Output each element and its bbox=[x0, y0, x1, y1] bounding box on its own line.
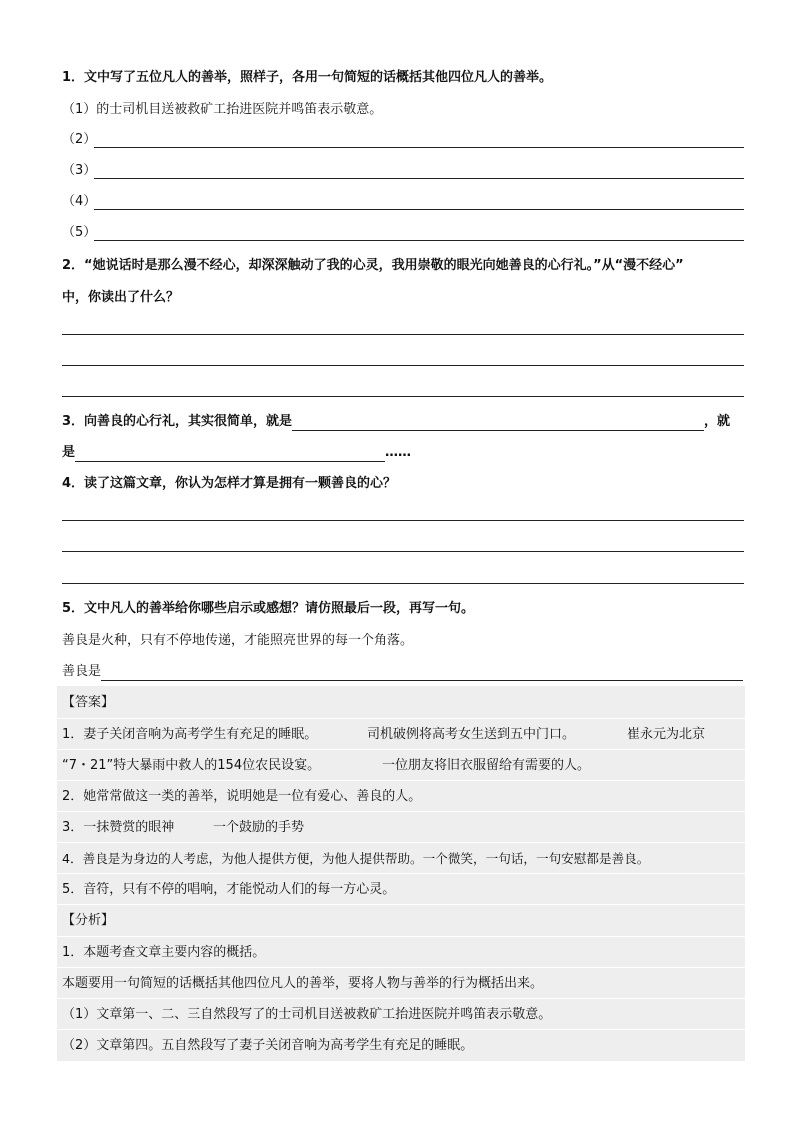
q1-blank-5[interactable] bbox=[62, 224, 744, 244]
panel-divider bbox=[57, 1029, 745, 1030]
q3-text-part3: 是 bbox=[62, 445, 76, 460]
analysis-line-1: 1．本题考查文章主要内容的概括。 bbox=[62, 945, 266, 960]
panel-divider bbox=[57, 780, 745, 781]
q3-fill-blank-2[interactable] bbox=[75, 447, 385, 462]
q1-title: 1．文中写了五位凡人的善举，照样子，各用一句简短的话概括其他四位凡人的善举。 bbox=[62, 70, 553, 85]
answer-line bbox=[94, 209, 744, 210]
q2-answer-line-3[interactable] bbox=[62, 396, 744, 397]
analysis-header: 【分析】 bbox=[62, 913, 115, 928]
answer-5: 5．音符，只有不停的唱响，才能悦动人们的每一方心灵。 bbox=[62, 882, 396, 897]
q1-blank-label: （3） bbox=[62, 163, 97, 178]
q5-title: 5．文中凡人的善举给你哪些启示或感想？请仿照最后一段，再写一句。 bbox=[62, 601, 475, 616]
q1-blank-label: （2） bbox=[62, 132, 97, 147]
panel-divider bbox=[57, 749, 745, 750]
panel-divider bbox=[57, 967, 745, 968]
answer-1-line2-part-1: “7・21”特大暴雨中救人的154位农民设宴。 bbox=[62, 758, 321, 773]
answer-1-part-1: 1．妻子关闭音响为高考学生有充足的睡眠。 bbox=[62, 727, 318, 742]
panel-divider bbox=[57, 936, 745, 937]
panel-divider bbox=[57, 998, 745, 999]
q1-blank-label: （5） bbox=[62, 225, 97, 240]
answer-1-part-2: 司机破例将高考女生送到五中门口。 bbox=[367, 727, 576, 742]
q3-line1 bbox=[62, 413, 730, 431]
q4-answer-line-2[interactable] bbox=[62, 551, 744, 552]
q1-blank-label: （4） bbox=[62, 194, 97, 209]
answer-line bbox=[94, 240, 744, 241]
q3-fill-blank-1[interactable] bbox=[292, 416, 704, 431]
q1-example: （1）的士司机目送被救矿工抬进医院并鸣笛表示敬意。 bbox=[62, 102, 383, 117]
q5-sample: 善良是火种，只有不停地传递，才能照亮世界的每一个角落。 bbox=[62, 633, 414, 648]
q4-answer-line-3[interactable] bbox=[62, 583, 744, 584]
answer-2: 2．她常常做这一类的善举，说明她是一位有爱心、善良的人。 bbox=[62, 789, 422, 804]
answers-header: 【答案】 bbox=[62, 695, 115, 710]
q3-text-part1: 3．向善良的心行礼，其实很简单，就是 bbox=[62, 414, 293, 429]
analysis-line-3: （1）文章第一、二、三自然段写了的士司机目送被救矿工抬进医院并鸣笛表示敬意。 bbox=[62, 1007, 552, 1022]
q1-blank-4[interactable] bbox=[62, 193, 744, 213]
answer-1-line2-part-2: 一位朋友将旧衣服留给有需要的人。 bbox=[382, 758, 591, 773]
answer-3-part-2: 一个鼓励的手势 bbox=[213, 820, 305, 835]
answer-3-part-1: 3．一抹赞赏的眼神 bbox=[62, 820, 175, 835]
q2-answer-line-2[interactable] bbox=[62, 365, 744, 366]
q4-answer-line-1[interactable] bbox=[62, 520, 744, 521]
q5-prompt: 善良是 bbox=[62, 664, 102, 679]
panel-divider bbox=[57, 718, 745, 719]
answer-4: 4．善良是为身边的人考虑，为他人提供方便，为他人提供帮助。一个微笑，一句话，一句安慰都是善良。 bbox=[62, 851, 650, 866]
panel-divider bbox=[57, 842, 745, 843]
answer-line bbox=[94, 178, 744, 179]
q3-text-part2: ，就 bbox=[704, 414, 731, 429]
q5-fill-blank[interactable] bbox=[101, 666, 743, 681]
q3-text-part4: …… bbox=[385, 445, 412, 460]
q5-prompt-line bbox=[62, 663, 743, 681]
panel-divider bbox=[57, 873, 745, 874]
q1-blank-2[interactable] bbox=[62, 131, 744, 151]
q2-answer-line-1[interactable] bbox=[62, 334, 744, 335]
panel-divider bbox=[57, 904, 745, 905]
q1-blank-3[interactable] bbox=[62, 162, 744, 182]
q4-title: 4．读了这篇文章，你认为怎样才算是拥有一颗善良的心？ bbox=[62, 476, 397, 491]
q2-title-line1: 2．“她说话时是那么漫不经心，却深深触动了我的心灵，我用崇敬的眼光向她善良的心行礼。”从“漫不经心” bbox=[62, 258, 684, 273]
answer-1-part-3: 崔永元为北京 bbox=[627, 727, 706, 742]
answer-line bbox=[94, 147, 744, 148]
q2-title-line2: 中，你读出了什么？ bbox=[62, 290, 180, 305]
analysis-line-2: 本题要用一句简短的话概括其他四位凡人的善举，要将人物与善举的行为概括出来。 bbox=[62, 976, 544, 991]
q3-line2 bbox=[62, 444, 411, 462]
analysis-line-4: （2）文章第四。五自然段写了妻子关闭音响为高考学生有充足的睡眠。 bbox=[62, 1038, 474, 1053]
panel-divider bbox=[57, 811, 745, 812]
